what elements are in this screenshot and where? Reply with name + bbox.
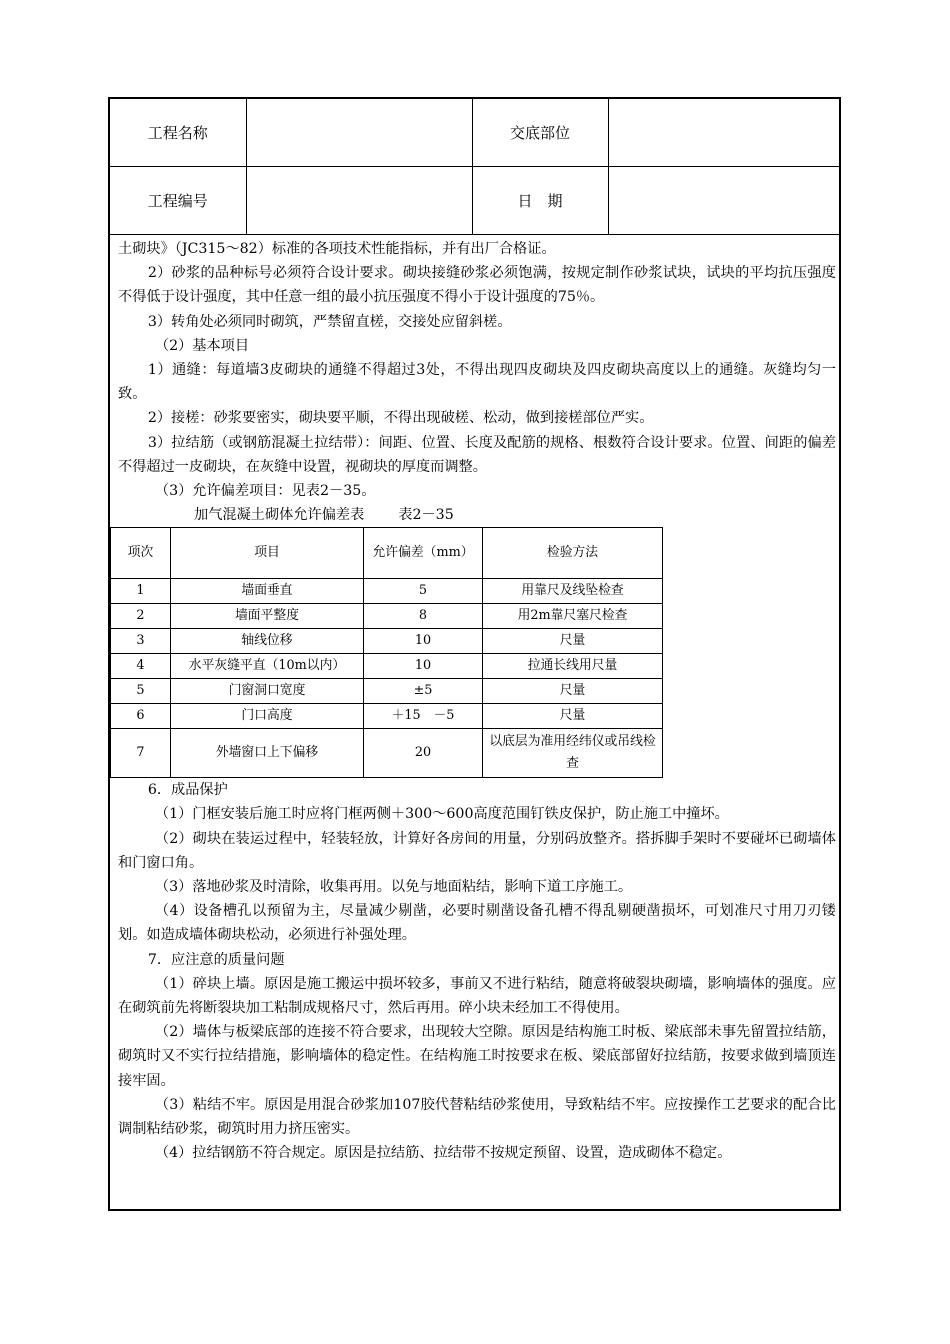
date-label: 日 期: [472, 167, 608, 235]
paragraph: 1）通缝：每道墙3皮砌块的通缝不得超过3处，不得出现四皮砌块及四皮砌块高度以上的通缝。灰缝均匀一致。: [118, 362, 836, 403]
table-cell: 3: [111, 629, 171, 654]
table-cell: 尺量: [483, 629, 663, 654]
table-caption-title: 加气混凝土砌体允许偏差表: [194, 507, 365, 524]
body-content: [118, 237, 836, 1165]
section-heading: 7．应注意的质量问题: [147, 951, 285, 968]
deviation-table: [110, 527, 663, 778]
table-cell: 门窗洞口宽度: [171, 679, 364, 704]
date-value: [608, 167, 839, 235]
header-row-1: [110, 99, 839, 167]
table-cell: 用靠尺及线坠检查: [483, 579, 663, 604]
table-cell: 5: [111, 679, 171, 704]
project-number-value: [246, 167, 472, 235]
column-header: 项次: [111, 528, 171, 579]
table-row: [111, 679, 663, 704]
paragraph: 2）接槎：砂浆要密实，砌块要平顺，不得出现破槎、松动，做到接槎部位严实。: [147, 410, 654, 427]
paragraph: 土砌块》（JC315～82）标准的各项技术性能指标，并有出厂合格证。: [118, 241, 556, 257]
table-cell: 水平灰缝平直（10m以内）: [171, 654, 364, 679]
header-row-2: [110, 167, 839, 235]
table-row: [111, 654, 663, 679]
paragraph: （3）落地砂浆及时清除，收集再用。以免与地面粘结，影响下道工序施工。: [154, 879, 633, 896]
table-cell: 8: [364, 604, 483, 629]
document-frame: [108, 97, 841, 1211]
paragraph: （1）碎块上墙。原因是施工搬运中损坏较多，事前又不进行粘结，随意将破裂块砌墙，影响墙体的强度。应在砌筑前先将断裂块加工粘制成规格尺寸，然后再用。碎小块未经加工不得使用。: [118, 975, 836, 1017]
table-cell: 轴线位移: [171, 629, 364, 654]
table-cell: 7: [111, 729, 171, 778]
paragraph: （1）门框安装后施工时应将门框两侧＋300～600高度范围钉铁皮保护，防止施工中撞坏。: [154, 806, 729, 823]
table-row: [111, 729, 663, 778]
section-heading: （3）允许偏差项目：见表2－35。: [154, 483, 376, 500]
section-heading: （2）基本项目: [154, 337, 250, 354]
table-cell: 尺量: [483, 679, 663, 704]
table-cell: 以底层为准用经纬仪或吊线检查: [483, 729, 663, 778]
paragraph: 2）砂浆的品种标号必须符合设计要求。砌块接缝砂浆必须饱满，按规定制作砂浆试块，试块的平均抗压强度不得低于设计强度，其中任意一组的最小抗压强度不得小于设计强度的75％。: [118, 265, 836, 306]
handover-part-value: [608, 99, 839, 167]
table-caption-number: 表2－35: [398, 507, 454, 524]
project-number-label: 工程编号: [110, 167, 246, 235]
table-header-row: [111, 528, 663, 579]
table-cell: 墙面垂直: [171, 579, 364, 604]
table-cell: 墙面平整度: [171, 604, 364, 629]
paragraph: （4）拉结钢筋不符合规定。原因是拉结筋、拉结带不按规定预留、设置，造成砌体不稳定。: [154, 1145, 732, 1162]
table-cell: 拉通长线用尺量: [483, 654, 663, 679]
table-cell: 10: [364, 629, 483, 654]
table-cell: ＋15 －5: [364, 704, 483, 729]
paragraph: 3）转角处必须同时砌筑，严禁留直槎，交接处应留斜槎。: [147, 313, 512, 330]
project-name-value: [246, 99, 472, 167]
table-row: [111, 579, 663, 604]
table-cell: 2: [111, 604, 171, 629]
header-table: [110, 99, 839, 235]
paragraph: （3）粘结不牢。原因是用混合砂浆加107胶代替粘结砂浆使用，导致粘结不牢。应按操作工艺要求的配合比调制粘结砂浆，砌筑时用力挤压密实。: [118, 1096, 836, 1138]
table-caption: [118, 503, 836, 527]
table-cell: ±5: [364, 679, 483, 704]
table-cell: 20: [364, 729, 483, 778]
column-header: 项目: [171, 528, 364, 579]
project-name-label: 工程名称: [110, 99, 246, 167]
table-row: [111, 704, 663, 729]
table-cell: 5: [364, 579, 483, 604]
table-cell: 用2m靠尺塞尺检查: [483, 604, 663, 629]
section-heading: 6．成品保护: [147, 782, 228, 799]
table-cell: 门口高度: [171, 704, 364, 729]
paragraph: （4）设备槽孔以预留为主，尽量减少剔凿，必要时剔凿设备孔槽不得乱剔硬凿损坏，可划准尺寸用刀刃镂划。如造成墙体砌块松动，必须进行补强处理。: [118, 903, 836, 944]
table-cell: 4: [111, 654, 171, 679]
handover-part-label: 交底部位: [472, 99, 608, 167]
table-row: [111, 604, 663, 629]
table-cell: 10: [364, 654, 483, 679]
table-cell: 尺量: [483, 704, 663, 729]
table-cell: 6: [111, 704, 171, 729]
paragraph: （2）墙体与板梁底部的连接不符合要求，出现较大空隙。原因是结构施工时板、梁底部未事先留置拉结筋，砌筑时又不实行拉结措施，影响墙体的稳定性。在结构施工时按要求在板、梁底部留好拉结筋，按要求做到墙顶连接牢固。: [118, 1024, 836, 1089]
column-header: 检验方法: [483, 528, 663, 579]
table-cell: 外墙窗口上下偏移: [171, 729, 364, 778]
paragraph: （2）砌块在装运过程中，轻装轻放，计算好各房间的用量，分别码放整齐。搭拆脚手架时不要碰坏已砌墙体和门窗口角。: [118, 830, 836, 871]
table-cell: 1: [111, 579, 171, 604]
paragraph: 3）拉结筋（或钢筋混凝土拉结带）：间距、位置、长度及配筋的规格、根数符合设计要求。位置、间距的偏差不得超过一皮砌块，在灰缝中设置，视砌块的厚度而调整。: [118, 434, 836, 475]
column-header: 允许偏差（mm）: [364, 528, 483, 579]
table-row: [111, 629, 663, 654]
